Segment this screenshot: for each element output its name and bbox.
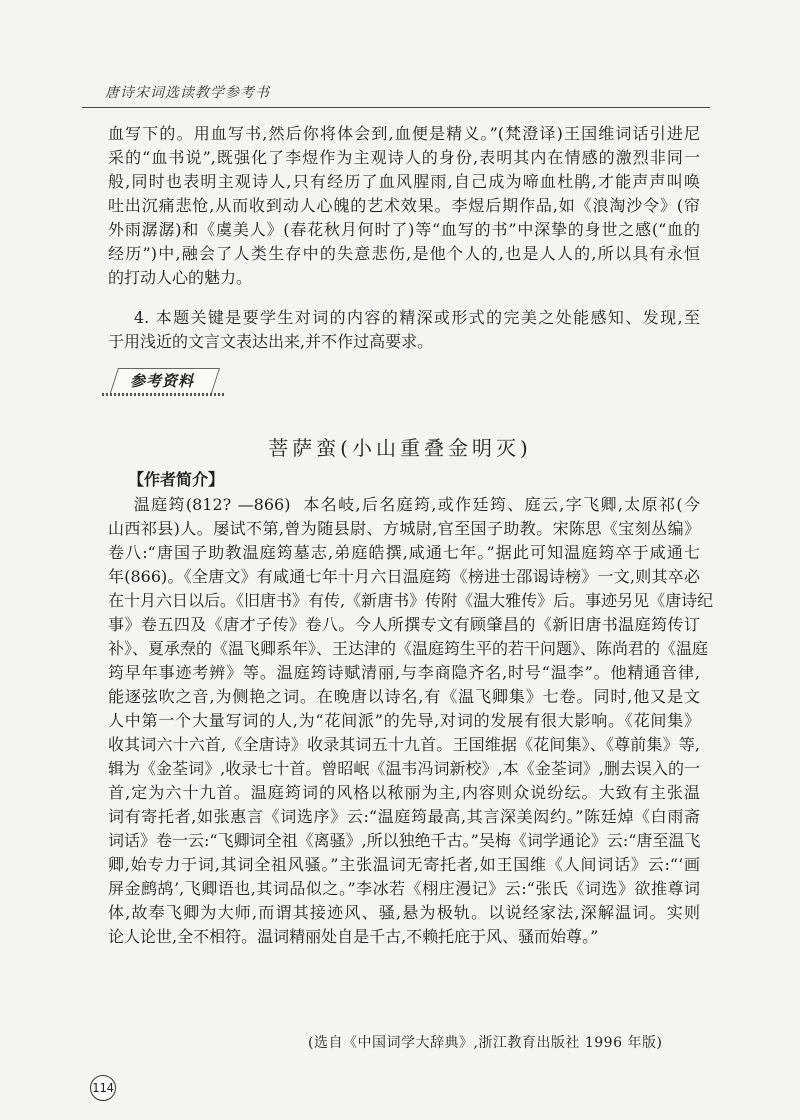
- text-line: 筠早年事迹考辨》等。温庭筠诗赋清丽,与李商隐齐名,时号“温李”。他精通音律,: [108, 663, 700, 682]
- source-citation: (选自《中国词学大辞典》,浙江教育出版社 1996 年版): [308, 1035, 663, 1051]
- banner-dotted-bar: [102, 393, 226, 396]
- section-label: 参考资料: [130, 372, 195, 390]
- text-line: 于用浅近的文言文表达出来,并不作过高要求。: [108, 332, 434, 351]
- text-line: 词话》卷一云:“飞卿词全祖《离骚》,所以独绝千古。”吴梅《词学通论》云:“唐至温飞: [108, 831, 701, 850]
- page-number: 114: [90, 1075, 116, 1101]
- text-line: 经历”)中,融会了人类生存中的失意悲伤,是他个人的,也是人人的,所以具有永恒: [108, 244, 700, 263]
- text-line: 首,定为六十九首。温庭筠词的风格以秾丽为主,内容则众说纷纭。大致有主张温: [108, 783, 700, 802]
- text-line: 年(866)。《全唐文》有咸通七年十月六日温庭筠《榜进士邵谒诗榜》一文,则其卒必: [108, 567, 700, 586]
- text-line: 屏金鹧鸪’,飞卿语也,其词品似之。”李冰若《栩庄漫记》云:“张氏《词选》欲推尊词: [108, 879, 700, 898]
- text-line: 外雨潺潺)和《虞美人》(春花秋月何时了)等“血写的书”中深挚的身世之感(“血的: [108, 220, 700, 239]
- text-line: 在十月六日以后。《旧唐书》有传,《新唐书》传附《温大雅传》后。事迹另见《唐诗纪: [108, 591, 714, 610]
- poem-title: 菩萨蛮(小山重叠金明灭): [268, 436, 532, 460]
- text-line: 词有寄托者,如张惠言《词选序》云:“温庭筠最高,其言深美闳约。”陈廷焯《白雨斋: [108, 807, 700, 826]
- author-intro-heading: 【作者简介】: [128, 470, 225, 489]
- text-line: 补》、夏承焘的《温飞卿系年》、王达津的《温庭筠生平的若干问题》、陈尚君的《温庭: [108, 639, 709, 658]
- text-line: 采的“血书说”,既强化了李煜作为主观诗人的身份,表明其内在情感的激烈非同一: [108, 148, 700, 167]
- text-line: 人中第一个大量写词的人,为“花间派”的先导,对词的发展有很大影响。《花间集》: [108, 711, 700, 730]
- text-line: 山西祁县)人。屡试不第,曾为随县尉、方城尉,官至国子助教。宋陈思《宝刻丛编》: [108, 519, 700, 538]
- text-line: 血写下的。用血写书,然后你将体会到,血便是精义。”(梵澄译)王国维词话引进尼: [108, 124, 700, 143]
- text-line: 收其词六十六首,《全唐诗》收录其词五十九首。王国维据《花间集》、《尊前集》等,: [108, 735, 700, 754]
- author-intro-text: [108, 493, 714, 949]
- text-line: 卷八:“唐国子助教温庭筠墓志,弟庭皓撰,咸通七年。”据此可知温庭筠卒于咸通七: [108, 543, 700, 562]
- header-rule: [82, 107, 710, 108]
- text-line: 4. 本题关键是要学生对词的内容的精深或形式的完美之处能感知、发现,至: [108, 308, 700, 327]
- text-line: 能逐弦吹之音,为侧艳之词。在晚唐以诗名,有《温飞卿集》七卷。同时,他又是文: [108, 687, 700, 706]
- text-line: 温庭筠(812? —866) 本名岐,后名庭筠,或作廷筠、庭云,字飞卿,太原祁(今: [108, 495, 700, 514]
- text-line: 论人论世,全不相符。温词精丽处自是千古,不赖托庇于风、骚而始尊。”: [108, 927, 599, 946]
- text-line: 的打动人心的魅力。: [108, 268, 253, 287]
- text-line: 辑为《金荃词》,收录七十首。曾昭岷《温韦冯词新校》,本《金荃词》,删去误入的一: [108, 759, 700, 778]
- running-header: 唐诗宋词选读教学参考书: [105, 85, 270, 101]
- text-line: 卿,始专力于词,其词全祖风骚。”主张温词无寄托者,如王国维《人间词话》云:“‘画: [108, 855, 700, 874]
- text-line: 事》卷五四及《唐才子传》卷八。今人所撰专文有顾肇昌的《新旧唐书温庭筠传订: [108, 615, 700, 634]
- paragraph-1: [108, 122, 700, 290]
- section-banner: [102, 366, 226, 398]
- text-line: 吐出沉痛悲怆,从而收到动人心魄的艺术效果。李煜后期作品,如《浪淘沙令》(帘: [108, 196, 700, 215]
- text-line: 体,故奉飞卿为大师,而谓其接迹风、骚,悬为极轨。以说经家法,深解温词。实则: [108, 903, 700, 922]
- paragraph-2: [108, 306, 700, 354]
- text-line: 般,同时也表明主观诗人,只有经历了血风腥雨,自己成为啼血杜鹃,才能声声叫唤: [108, 172, 700, 191]
